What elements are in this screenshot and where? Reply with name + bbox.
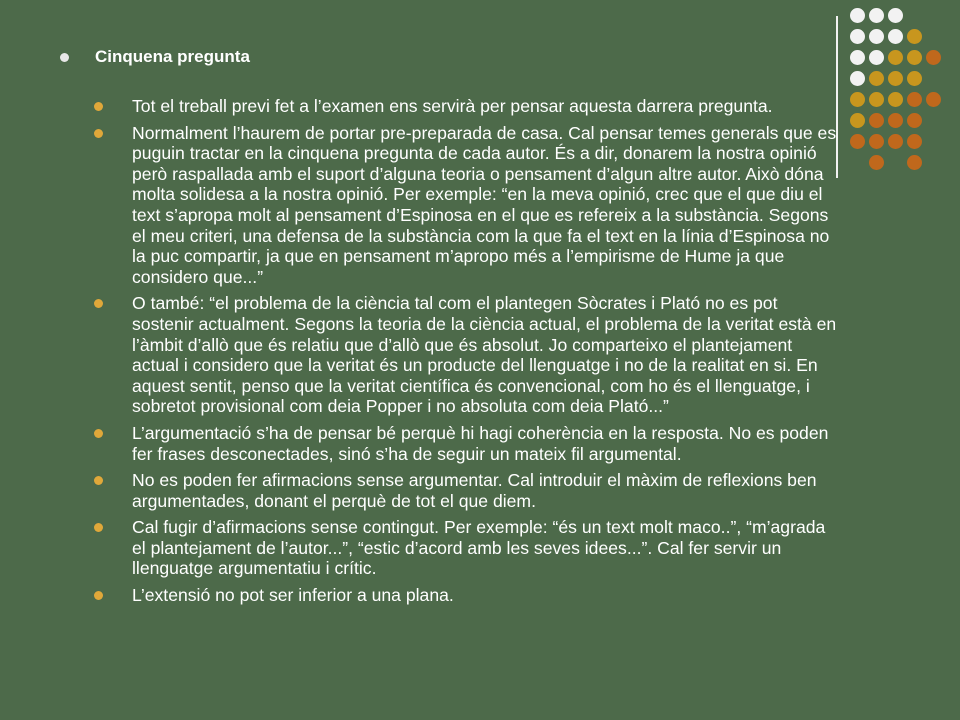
decorative-dot <box>907 50 922 65</box>
bullet-icon <box>94 429 103 438</box>
decorative-dot <box>869 8 884 23</box>
bullet-item <box>92 293 840 417</box>
decorative-dot <box>869 71 884 86</box>
decorative-dot <box>850 113 865 128</box>
bullet-item-text: Normalment l’haurem de portar pre-preparada de casa. Cal pensar temes generals que es puguin tractar en la cinquena pregunta de cada autor. És a dir, donarem la nostra opinió però raspallada amb el suport d’alguna teoria o pensament d’algun altre autor. Això dóna molta solidesa a la nostra opinió. Per exemple: “en la meva opinió, crec que el que diu el text s’apropa molt al pensament d’Espinosa en el que es refereix a la substància. Segons el meu criteri, una defensa de la substància com la que fa el text en la línia d’Espinosa no la puc compartir, ja que en pensament m’apropo més a l’empirisme de Hume ja que considero que...” <box>132 122 837 287</box>
bullet-item <box>92 123 840 288</box>
decorative-dot <box>888 92 903 107</box>
decorative-dot <box>850 134 865 149</box>
bullet-item <box>92 517 840 579</box>
decorative-dot <box>869 134 884 149</box>
decorative-dot <box>926 92 941 107</box>
bullet-item <box>92 96 840 117</box>
decorative-dot <box>869 113 884 128</box>
bullet-icon <box>60 53 69 62</box>
decorative-dot <box>888 50 903 65</box>
bullet-item-text: No es poden fer afirmacions sense argumentar. Cal introduir el màxim de reflexions ben argumentades, donant el perquè de tot el que diem. <box>132 470 817 511</box>
bullet-item <box>92 423 840 464</box>
bullet-item <box>92 470 840 511</box>
bullet-item <box>92 585 840 606</box>
decorative-dot <box>888 134 903 149</box>
decorative-dot <box>907 71 922 86</box>
decorative-dot <box>869 29 884 44</box>
bullet-icon <box>94 102 103 111</box>
bullet-item-text: O també: “el problema de la ciència tal com el plantegen Sòcrates i Plató no es pot sostenir actualment. Segons la teoria de la ciència actual, el problema de la veritat està en l’àmbit d’allò que és relatiu que d’allò que és absolut. Jo comparteixo el plantejament actual i considero que la veritat és un producte del llenguatge i no de la realitat en si. En aquest sentit, penso que la veritat científica és convencional, com ho és el llenguatge, i sobretot provisional com deia Popper i no absoluta com deia Plató...” <box>132 293 837 417</box>
bullet-icon <box>94 299 103 308</box>
decorative-dot <box>850 29 865 44</box>
decorative-dot <box>888 29 903 44</box>
bullet-icon <box>94 591 103 600</box>
decorative-dot <box>907 113 922 128</box>
decorative-dot <box>850 92 865 107</box>
bullet-icon <box>94 523 103 532</box>
bullet-item-text: Cal fugir d’afirmacions sense contingut. Per exemple: “és un text molt maco..”, “m’agrada el plantejament de l’autor...”, “estic d’acord amb les seves idees...”. Cal fer servir un llenguatge argumentatiu i crític. <box>132 517 826 579</box>
decorative-dot <box>850 8 865 23</box>
decorative-dot <box>850 71 865 86</box>
decorative-dot <box>888 71 903 86</box>
decorative-dot <box>850 50 865 65</box>
decorative-dot <box>869 92 884 107</box>
decorative-dot <box>907 92 922 107</box>
decorative-dot <box>926 50 941 65</box>
decorative-dot <box>907 155 922 170</box>
decorative-dot <box>888 8 903 23</box>
bullet-icon <box>94 129 103 138</box>
bullet-item-text: Tot el treball previ fet a l’examen ens servirà per pensar aquesta darrera pregunta. <box>132 96 773 116</box>
bullet-item-text: L’argumentació s’ha de pensar bé perquè hi hagi coherència en la resposta. No es poden fer frases desconectades, sinó s’ha de seguir un mateix fil argumental. <box>132 422 829 464</box>
decorative-dot <box>907 29 922 44</box>
bullet-icon <box>94 476 103 485</box>
decorative-dot <box>907 134 922 149</box>
bullet-list <box>92 96 840 612</box>
dot-grid-icon <box>850 8 960 158</box>
bullet-item-text: L’extensió no pot ser inferior a una plana. <box>132 585 454 606</box>
slide-title: Cinquena pregunta <box>95 47 250 66</box>
decorative-dot <box>869 50 884 65</box>
decorative-dot <box>888 113 903 128</box>
decorative-dot <box>869 155 884 170</box>
